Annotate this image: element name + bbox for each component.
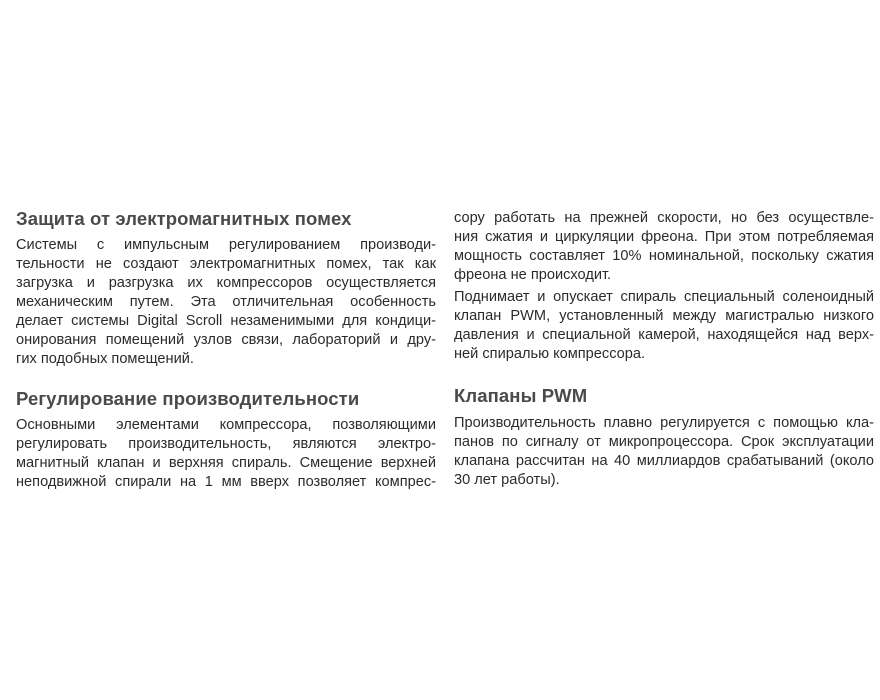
paragraph-line: регулировать производительность, являются электро- [16, 436, 436, 452]
paragraph-line: сору работать на прежней скорости, но без осуществле- [454, 210, 874, 226]
section-heading-emi-protection: Защита от электромагнитных помех [16, 208, 352, 229]
paragraph-line: магнитный клапан и верхняя спираль. Смещение верхней [16, 455, 436, 471]
paragraph-line: онирования помещений узлов связи, лабораторий и дру- [16, 332, 436, 348]
paragraph-line: гих подобных помещений. [16, 351, 194, 367]
paragraph-line: ния сжатия и циркуляции фреона. При этом потребляемая [454, 229, 874, 245]
paragraph-line: клапана рассчитан на 40 миллиардов срабатываний (около [454, 453, 874, 469]
section-heading-pwm-valves: Клапаны PWM [454, 385, 588, 406]
paragraph-line: неподвижной спирали на 1 мм вверх позволяет компрес- [16, 474, 436, 490]
paragraph-line: Производительность плавно регулируется с помощью кла- [454, 415, 874, 431]
section-heading-capacity-control: Регулирование производительности [16, 388, 360, 409]
paragraph-line: панов по сигналу от микропроцессора. Срок эксплуатации [454, 434, 874, 450]
paragraph-line: Поднимает и опускает спираль специальный соленоидный [454, 289, 874, 305]
paragraph-line: Основными элементами компрессора, позволяющими [16, 417, 436, 433]
paragraph-line: 30 лет работы). [454, 472, 560, 488]
paragraph-line: мощность составляет 10% номинальной, поскольку сжатия [454, 248, 874, 264]
paragraph-line: делает системы Digital Scroll незаменимыми для кондици- [16, 313, 436, 329]
paragraph-line: Системы с импульсным регулированием производи- [16, 237, 436, 253]
paragraph-line: клапан PWM, установленный между магистралью низкого [454, 308, 874, 324]
paragraph-line: ней спиралью компрессора. [454, 346, 646, 362]
paragraph-line: загрузка и разгрузка их компрессоров осуществляется [16, 275, 436, 291]
paragraph-line: тельности не создают электромагнитных помех, так как [16, 256, 436, 272]
paragraph-line: механическим путем. Эта отличительная особенность [16, 294, 436, 310]
paragraph-line: давления и специальной камерой, находящейся над верх- [454, 327, 874, 343]
paragraph-line: фреона не происходит. [454, 267, 612, 283]
